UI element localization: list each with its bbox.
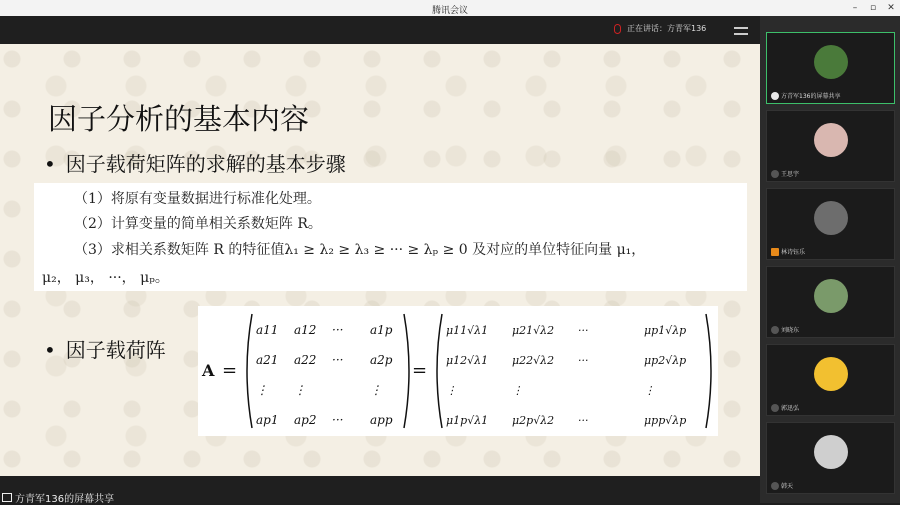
mic-off-icon: [771, 404, 779, 412]
matrix-cell: ⋮: [446, 384, 457, 397]
mic-icon: [614, 24, 621, 34]
participant-name: 林诗钰乐: [781, 249, 806, 256]
matrix-b-cells: [446, 324, 686, 427]
matrix-cell: ···: [578, 354, 589, 367]
matrix-cell: ···: [332, 353, 344, 367]
matrix-cell: ap1: [256, 413, 279, 427]
matrix-cell: ⋮: [256, 383, 268, 397]
matrix-cell: a21: [256, 353, 279, 367]
matrix-cell: app: [370, 413, 393, 427]
matrix-cell: a22: [294, 353, 317, 367]
matrix-cell: ⋮: [370, 383, 382, 397]
participant-name: 刘晓东: [781, 327, 800, 334]
participant-tile[interactable]: [766, 422, 895, 494]
speaking-indicator: [614, 23, 706, 34]
mic-off-icon: [771, 170, 779, 178]
meeting-top-strip: [0, 16, 760, 44]
matrix-cell: μ12√λ1: [446, 354, 489, 367]
participant-tile[interactable]: [766, 188, 895, 260]
screen-share-icon: [2, 493, 12, 502]
close-icon[interactable]: ✕: [887, 3, 895, 13]
steps-box: [34, 183, 747, 291]
participant-tile[interactable]: [766, 32, 895, 104]
step-3: （3）求相关系数矩阵 R 的特征值λ₁ ≥ λ₂ ≥ λ₃ ≥ ··· ≥ λₚ ≥ 0 及对应的单位特征向量 μ₁，: [74, 242, 646, 258]
layout-menu-icon[interactable]: [734, 27, 748, 35]
matrix-cell: μ21√λ2: [512, 324, 555, 337]
avatar: [814, 357, 848, 391]
participant-name: 方青军136的屏幕共享: [781, 93, 841, 100]
matrix-cell: a2p: [370, 353, 393, 367]
bracket-a-right: [404, 314, 409, 428]
bottom-bar: [0, 476, 760, 503]
equals-sign-2: =: [412, 360, 428, 381]
avatar: [814, 435, 848, 469]
shared-slide: [0, 44, 760, 476]
mic-icon: [771, 92, 779, 100]
share-status-label: 方青军136的屏幕共享: [15, 494, 115, 505]
participant-name: 韩天: [781, 483, 794, 490]
avatar: [814, 123, 848, 157]
matrix-cell: μ22√λ2: [512, 354, 555, 367]
participant-tile[interactable]: [766, 266, 895, 338]
maximize-icon[interactable]: ▫: [869, 3, 877, 13]
participant-tile[interactable]: [766, 110, 895, 182]
bracket-a-left: [247, 314, 252, 428]
participant-name: 郭迅弘: [781, 405, 800, 412]
mic-off-icon: [771, 326, 779, 334]
matrix-lhs: A: [202, 361, 215, 380]
title-bar: [0, 0, 900, 16]
matrix-cell: ap2: [294, 413, 317, 427]
matrix-cell: μp1√λp: [644, 324, 687, 337]
matrix-cell: a12: [294, 323, 317, 337]
avatar: [814, 201, 848, 235]
matrix-cell: μ1p√λ1: [446, 414, 489, 427]
matrix-cell: ⋮: [512, 384, 523, 397]
participant-tile[interactable]: [766, 344, 895, 416]
equals-sign-1: =: [222, 360, 238, 381]
matrix-figure: [198, 306, 718, 436]
loading-matrix-equation: [198, 306, 718, 436]
slide-title: 因子分析的基本内容: [48, 102, 310, 136]
bracket-b-left: [437, 314, 442, 428]
step-1: （1）将原有变量数据进行标准化处理。: [74, 191, 321, 207]
matrix-cell: μ11√λ1: [446, 324, 489, 337]
matrix-cell: ···: [578, 414, 589, 427]
mic-off-icon: [771, 482, 779, 490]
matrix-cell: ···: [332, 413, 344, 427]
matrix-cell: μ2p√λ2: [512, 414, 555, 427]
matrix-a-cells: [256, 323, 393, 427]
matrix-cell: μpp√λp: [644, 414, 687, 427]
bracket-b-right: [706, 314, 711, 428]
step-2: （2）计算变量的简单相关系数矩阵 R。: [74, 216, 322, 232]
avatar: [814, 45, 848, 79]
window-title: 腾讯会议: [431, 6, 468, 16]
user-icon: [771, 248, 779, 256]
matrix-cell: ⋮: [644, 384, 655, 397]
matrix-cell: ···: [578, 324, 589, 337]
bullet-loading-matrix: • 因子载荷阵: [44, 334, 166, 363]
matrix-cell: a1p: [370, 323, 393, 337]
matrix-cell: ⋮: [294, 383, 306, 397]
minimize-icon[interactable]: –: [852, 3, 858, 13]
participant-name: 王思宇: [781, 171, 800, 178]
participant-sidebar: [760, 16, 900, 503]
step-3-continued: μ₂， μ₃， ···， μₚ。: [42, 270, 169, 286]
avatar: [814, 279, 848, 313]
speaking-label: 正在讲话：方青军136: [627, 24, 707, 33]
matrix-cell: a11: [256, 323, 279, 337]
matrix-cell: μp2√λp: [644, 354, 687, 367]
matrix-cell: ···: [332, 323, 344, 337]
bullet-steps: • 因子载荷矩阵的求解的基本步骤: [44, 148, 346, 177]
